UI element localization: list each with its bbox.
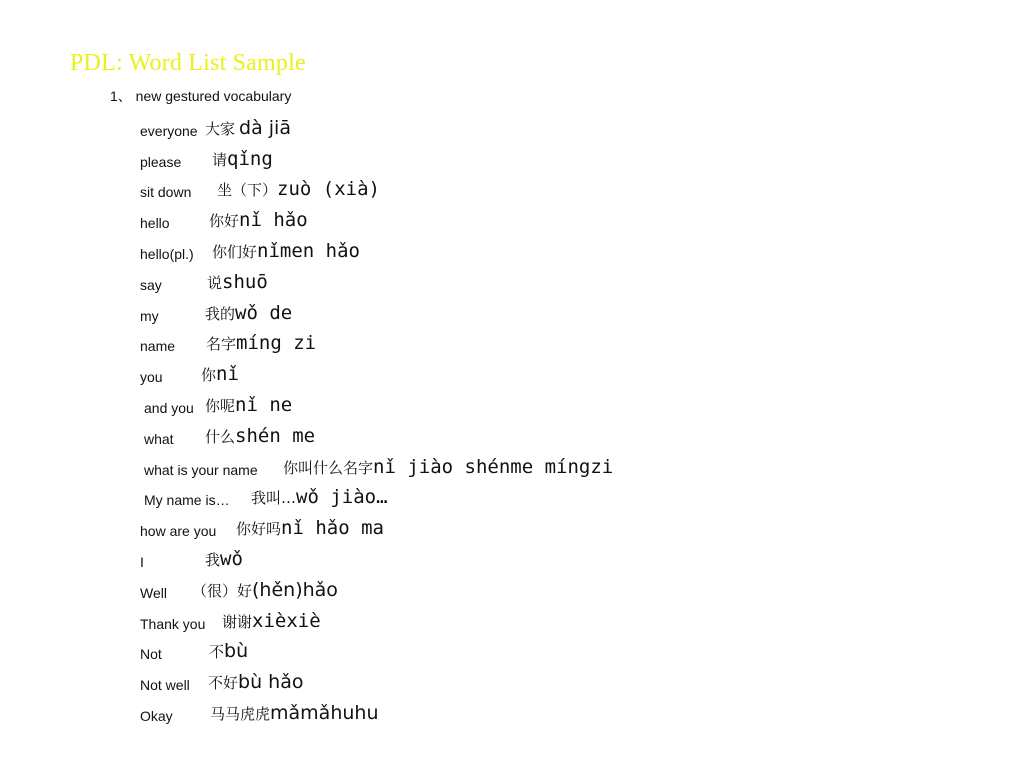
english-term: Thank you bbox=[140, 615, 206, 632]
english-term: hello bbox=[140, 215, 170, 232]
english-term: hello(pl.) bbox=[140, 245, 194, 262]
list-item bbox=[140, 447, 613, 478]
english-term: my bbox=[140, 307, 159, 324]
list-item bbox=[140, 139, 613, 170]
chinese-term: 坐（下） bbox=[217, 181, 278, 200]
chinese-term: 不好 bbox=[208, 674, 239, 693]
chinese-term: 我叫… bbox=[251, 489, 297, 508]
list-item bbox=[140, 231, 613, 262]
english-term: what bbox=[144, 430, 174, 447]
chinese-term: 你 bbox=[201, 366, 217, 385]
pinyin: nǐ hǎo bbox=[239, 209, 308, 232]
list-item bbox=[140, 108, 613, 139]
pinyin: zuò (xià) bbox=[277, 178, 380, 201]
list-item bbox=[140, 170, 613, 201]
english-term: say bbox=[140, 276, 162, 293]
chinese-term: 你好 bbox=[209, 212, 240, 231]
english-term: name bbox=[140, 338, 176, 355]
english-term: My name is… bbox=[144, 492, 230, 509]
chinese-term: 说 bbox=[207, 273, 223, 292]
list-item bbox=[140, 601, 613, 632]
section-heading: 1、 new gestured vocabulary bbox=[110, 88, 292, 104]
pinyin: míng zi bbox=[236, 332, 317, 355]
list-item bbox=[140, 385, 613, 416]
list-item bbox=[140, 293, 613, 324]
english-term: Well bbox=[140, 584, 167, 601]
list-item bbox=[140, 632, 613, 663]
list-item bbox=[140, 508, 613, 539]
pinyin: bù hǎo bbox=[238, 671, 304, 694]
pinyin: wǒ jiào… bbox=[296, 486, 388, 509]
english-term: everyone bbox=[140, 122, 198, 139]
pinyin: qǐng bbox=[227, 147, 273, 170]
list-item bbox=[140, 478, 613, 509]
english-term: you bbox=[140, 369, 163, 386]
pinyin: wǒ de bbox=[235, 301, 293, 324]
chinese-term: 谢谢 bbox=[222, 612, 253, 631]
vocabulary-list bbox=[140, 108, 613, 724]
english-term: sit down bbox=[140, 184, 192, 201]
english-term: please bbox=[140, 153, 182, 170]
english-term: Okay bbox=[140, 707, 173, 724]
chinese-term: 我的 bbox=[205, 304, 236, 323]
list-item bbox=[140, 262, 613, 293]
chinese-term: 大家 bbox=[205, 119, 236, 138]
chinese-term: 你们好 bbox=[212, 242, 258, 261]
chinese-term: 不 bbox=[209, 643, 225, 662]
pinyin: wǒ bbox=[220, 547, 243, 570]
english-term: how are you bbox=[140, 523, 217, 540]
pinyin: dà jiā bbox=[239, 116, 291, 139]
chinese-term: （很）好 bbox=[192, 581, 253, 600]
list-item bbox=[140, 416, 613, 447]
list-item bbox=[140, 539, 613, 570]
list-item bbox=[140, 662, 613, 693]
page-title: PDL: Word List Sample bbox=[70, 50, 306, 76]
pinyin: bù bbox=[224, 640, 249, 663]
pinyin: (hěn)hǎo bbox=[252, 578, 338, 601]
list-item bbox=[140, 354, 613, 385]
list-item bbox=[140, 324, 613, 355]
english-term: I bbox=[140, 553, 144, 570]
pinyin: xièxiè bbox=[252, 609, 321, 632]
pinyin: nǐ hǎo ma bbox=[281, 517, 384, 540]
english-term: Not bbox=[140, 646, 162, 663]
list-item bbox=[140, 693, 613, 724]
pinyin: nǐ bbox=[216, 363, 239, 386]
chinese-term: 你叫什么名字 bbox=[283, 458, 374, 477]
pinyin: nǐ jiào shénme míngzi bbox=[373, 455, 614, 478]
pinyin: mǎmǎhuhu bbox=[270, 701, 379, 724]
english-term: and you bbox=[144, 399, 194, 416]
list-item bbox=[140, 570, 613, 601]
pinyin: shén me bbox=[235, 424, 316, 447]
pinyin: nǐmen hǎo bbox=[257, 239, 360, 262]
pinyin: nǐ ne bbox=[235, 393, 293, 416]
chinese-term: 你好吗 bbox=[236, 520, 282, 539]
chinese-term: 请 bbox=[212, 150, 228, 169]
chinese-term: 什么 bbox=[205, 427, 236, 446]
chinese-term: 马马虎虎 bbox=[210, 704, 271, 723]
chinese-term: 你呢 bbox=[205, 396, 236, 415]
pinyin: shuō bbox=[222, 270, 268, 293]
english-term: Not well bbox=[140, 677, 190, 694]
list-item bbox=[140, 200, 613, 231]
chinese-term: 我 bbox=[205, 550, 221, 569]
english-term: what is your name bbox=[144, 461, 258, 478]
chinese-term: 名字 bbox=[206, 335, 237, 354]
